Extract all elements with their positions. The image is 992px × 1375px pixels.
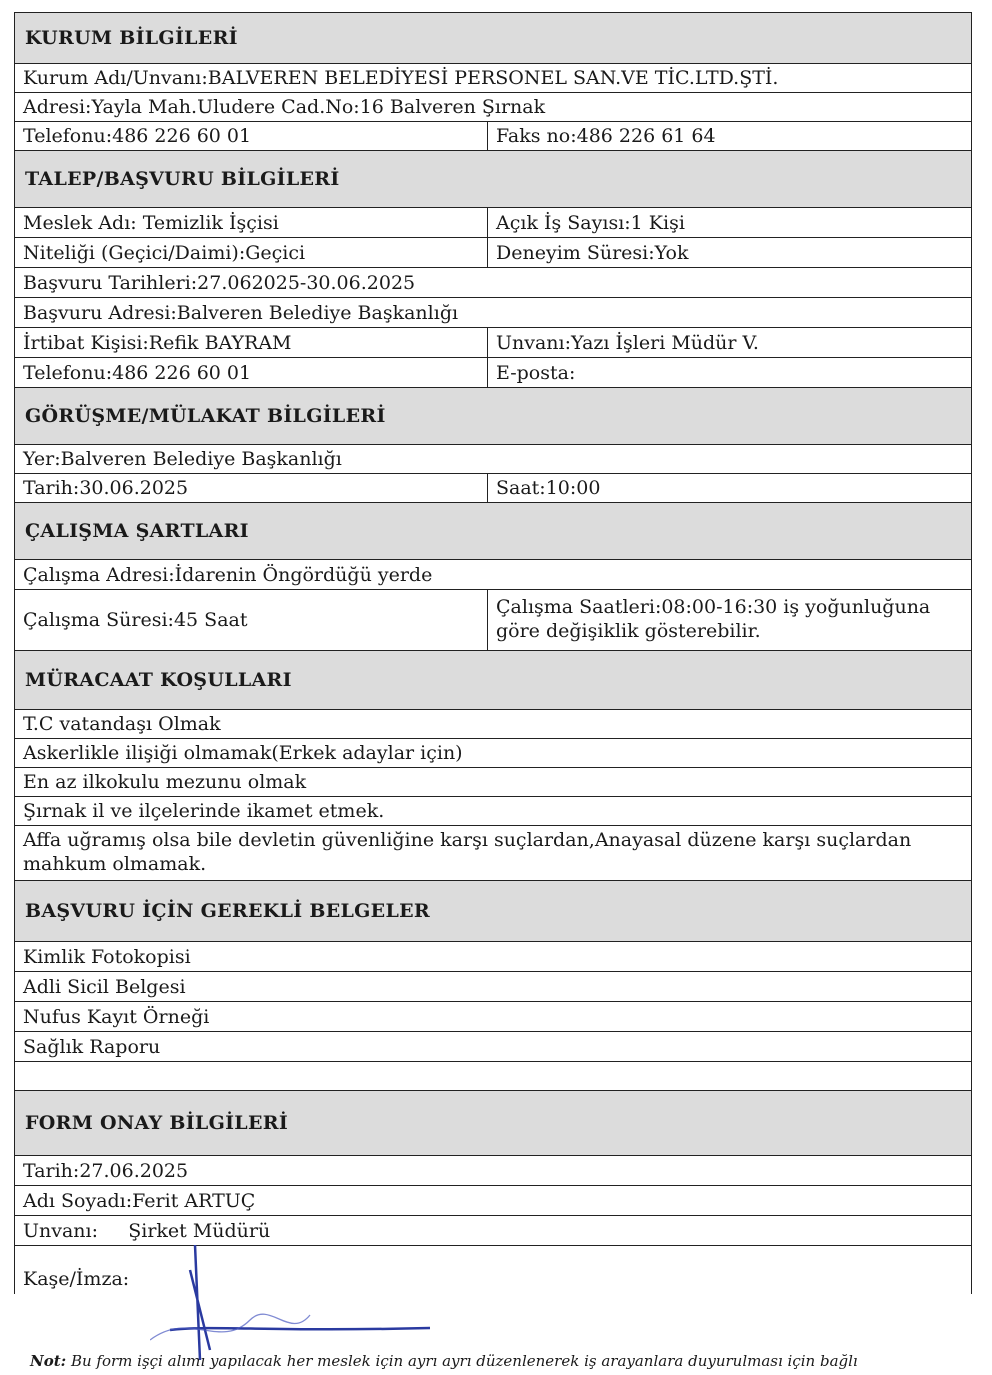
onay-row-3 [14,1215,972,1245]
onay-stamp: Kaşe/İmza: [23,1268,130,1290]
belge-item-text: Sağlık Raporu [23,1035,161,1058]
kurum-address-row [14,92,972,121]
belge-item [14,971,972,1001]
talep-row-6 [14,357,972,387]
talep-contact: İrtibat Kişisi:Refik BAYRAM [15,328,488,357]
section-header-gorusme: GÖRÜŞME/MÜLAKAT BİLGİLERİ [14,387,972,444]
talep-occupation: Meslek Adı: Temizlik İşçisi [15,208,488,237]
calisma-hours: Çalışma Saatleri:08:00-16:30 iş yoğunluğuna göre değişiklik gösterebilir. [496,596,931,642]
muracaat-item [14,767,972,796]
talep-row-1 [14,207,972,237]
talep-dates: Başvuru Tarihleri:27.062025-30.06.2025 [23,271,416,294]
calisma-row-1 [14,559,972,589]
kurum-name: Kurum Adı/Unvanı:BALVEREN BELEDİYESİ PERSONEL SAN.VE TİC.LTD.ŞTİ. [23,67,779,89]
belge-item-text: Nufus Kayıt Örneği [23,1005,210,1028]
section-header-kurum: KURUM BİLGİLERİ [14,12,972,63]
belge-item [14,941,972,971]
belge-item [14,1001,972,1031]
section-header-talep: TALEP/BAŞVURU BİLGİLERİ [14,150,972,207]
talep-email: E-posta: [496,361,576,384]
kurum-name-row [14,63,972,92]
kurum-address: Adresi:Yayla Mah.Uludere Cad.No:16 Balveren Şırnak [23,96,546,118]
muracaat-item [14,709,972,738]
gorusme-row-1 [14,444,972,473]
talep-row-4 [14,297,972,327]
onay-name: Adı Soyadı:Ferit ARTUÇ [23,1189,256,1212]
belge-item [14,1031,972,1061]
note-text: Bu form işçi alımı yapılacak her meslek için ayrı ayrı düzenlenerek iş arayanlara duyurulması için bağlı [70,1352,858,1370]
muracaat-item [14,796,972,825]
gorusme-row-2 [14,473,972,502]
calisma-address: Çalışma Adresi:İdarenin Öngördüğü yerde [23,563,433,586]
section-header-calisma: ÇALIŞMA ŞARTLARI [14,502,972,559]
muracaat-item [14,825,972,880]
gorusme-place: Yer:Balveren Belediye Başkanlığı [23,448,342,470]
kurum-phone: Telefonu:486 226 60 01 [15,122,488,150]
talep-row-2 [14,237,972,267]
talep-nature: Niteliği (Geçici/Daimi):Geçici [15,238,488,267]
onay-row-1 [14,1155,972,1185]
onay-row-4 [14,1245,972,1294]
muracaat-item-text: Affa uğramış olsa bile devletin güvenliğine karşı suçlardan,Anayasal düzene karşı suçlardan mahkum olmamak. [23,829,912,875]
talep-openings: Açık İş Sayısı:1 Kişi [496,211,685,234]
note-label: Not: [30,1352,67,1370]
belge-item-text: Adli Sicil Belgesi [23,975,186,998]
talep-experience: Deneyim Süresi:Yok [496,241,689,264]
muracaat-item-text: En az ilkokulu mezunu olmak [23,771,307,793]
section-header-muracaat: MÜRACAAT KOŞULLARI [14,650,972,709]
calisma-duration: Çalışma Süresi:45 Saat [15,590,488,650]
talep-row-3 [14,267,972,297]
onay-row-2 [14,1185,972,1215]
onay-date: Tarih:27.06.2025 [23,1159,189,1182]
gorusme-time: Saat:10:00 [496,477,601,499]
muracaat-item-text: T.C vatandaşı Olmak [23,713,221,735]
muracaat-item-text: Askerlikle ilişiği olmamak(Erkek adaylar için) [23,742,463,764]
talep-row-5 [14,327,972,357]
belge-item-text: Kimlik Fotokopisi [23,945,191,968]
gorusme-date: Tarih:30.06.2025 [15,474,488,502]
job-posting-form [14,12,972,1294]
muracaat-item-text: Şırnak il ve ilçelerinde ikamet etmek. [23,800,385,822]
talep-address: Başvuru Adresi:Balveren Belediye Başkanlığı [23,301,459,324]
talep-contact-title: Unvanı:Yazı İşleri Müdür V. [496,331,759,354]
calisma-row-2 [14,589,972,650]
section-header-onay: FORM ONAY BİLGİLERİ [14,1090,972,1155]
muracaat-item [14,738,972,767]
belge-blank-row [14,1061,972,1090]
onay-title: Unvanı: Şirket Müdürü [23,1219,271,1242]
kurum-contact-row [14,121,972,150]
kurum-fax: Faks no:486 226 61 64 [496,125,716,147]
talep-phone: Telefonu:486 226 60 01 [15,358,488,387]
section-header-belgeler: BAŞVURU İÇİN GEREKLİ BELGELER [14,880,972,941]
footer-note [30,1352,858,1370]
